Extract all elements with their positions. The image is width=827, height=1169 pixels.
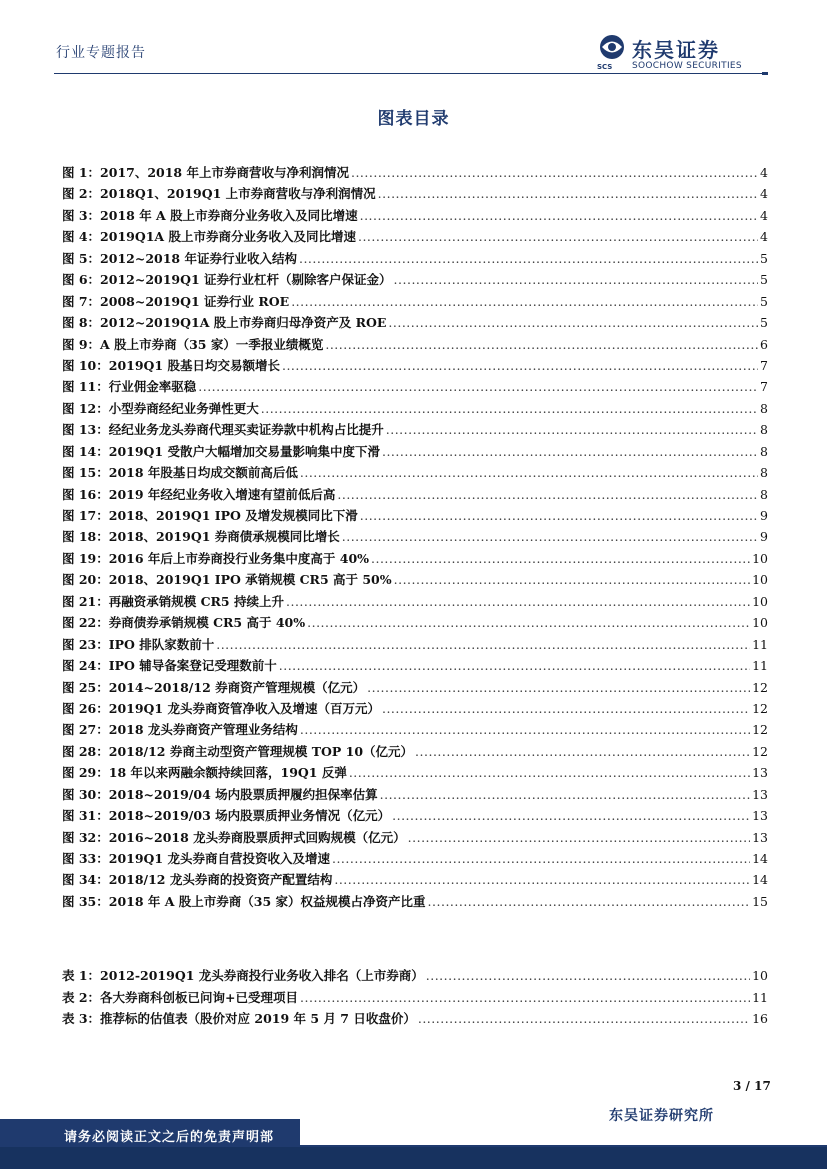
toc-figure-entry[interactable] [62,828,768,849]
footer-bottom-strip [0,1147,827,1169]
toc-figure-entry-label: 图 29：18 年以来两融余额持续回落，19Q1 反弹 [62,765,347,781]
dot-leader [382,444,758,459]
toc-figure-entry[interactable] [62,420,768,441]
toc-figure-entry-page: 10 [752,593,768,609]
company-logo [596,34,766,74]
dot-leader [358,229,758,244]
toc-figure-entry-page: 15 [752,893,768,909]
toc-table-entry-page: 16 [752,1011,768,1027]
dot-leader [360,508,758,523]
dot-leader [371,551,750,566]
toc-figure-entry[interactable] [62,206,768,227]
toc-figure-entry[interactable] [62,270,768,291]
toc-figure-entry[interactable] [62,249,768,270]
toc-figure-entry-label: 图 23：IPO 排队家数前十 [62,636,215,652]
scs-logo-icon [596,34,628,64]
toc-figure-entry-label: 图 25：2014~2018/12 券商资产管理规模（亿元） [62,679,366,695]
toc-figure-entry[interactable] [62,442,768,463]
toc-figure-entry[interactable] [62,849,768,870]
toc-figure-entry-page: 5 [760,250,768,266]
dot-leader [380,787,750,802]
table-list [62,966,768,1031]
toc-figure-entry[interactable] [62,656,768,677]
dot-leader [349,765,750,780]
dot-leader [415,744,750,759]
dot-leader [351,165,758,180]
footer-disclaimer-notice: 请务必阅读正文之后的免责声明部 [64,1130,275,1145]
toc-figure-entry[interactable] [62,806,768,827]
dot-leader [300,990,750,1005]
toc-figure-entry-page: 10 [752,615,768,631]
page-number: 3 / 17 [733,1079,771,1093]
toc-figure-entry-page: 14 [752,851,768,866]
toc-figure-entry[interactable] [62,635,768,656]
dot-leader [426,968,750,983]
toc-figure-entry[interactable] [62,377,768,398]
dot-leader [386,422,758,437]
toc-figure-entry[interactable] [62,163,768,184]
toc-table-entry[interactable] [62,988,768,1010]
toc-figure-entry[interactable] [62,184,768,205]
toc-figure-entry-page: 13 [752,808,768,824]
dot-leader [325,337,758,352]
toc-figure-entry-page: 11 [752,636,768,652]
toc-figure-entry-page: 13 [752,765,768,781]
toc-figure-entry[interactable] [62,699,768,720]
dot-leader [394,572,750,587]
toc-figure-entry-label: 图 28：2018/12 券商主动型资产管理规模 TOP 10（亿元） [62,743,414,759]
toc-figure-entry-label: 图 33：2019Q1 龙头券商自营投资收入及增速 [62,851,330,866]
dot-leader [382,701,750,716]
toc-figure-entry[interactable] [62,870,768,891]
toc-figure-entry-page: 5 [760,315,768,331]
toc-figure-entry-page: 4 [760,229,768,245]
toc-figure-entry[interactable] [62,227,768,248]
toc-figure-entry-label: 图 30：2018~2019/04 场内股票质押履约担保率估算 [62,786,378,802]
dot-leader [300,465,758,480]
dot-leader [378,186,758,201]
toc-figure-entry-page: 13 [752,829,768,845]
toc-figure-entry-label: 图 34：2018/12 龙头券商的投资资产配置结构 [62,872,333,888]
dot-leader [334,872,750,887]
header-report-type: 行业专题报告 [56,45,146,61]
toc-figure-entry[interactable] [62,399,768,420]
dot-leader [216,637,750,652]
logo-abbreviation: SCS [597,63,613,71]
toc-table-entry-label: 表 2：各大券商科创板已问询+已受理项目 [62,989,299,1005]
toc-figure-entry-page: 12 [752,679,768,695]
toc-figure-entry[interactable] [62,592,768,613]
toc-figure-entry-page: 13 [752,786,768,802]
logo-company-name: 东吴证券 [632,38,720,62]
toc-figure-entry-page: 7 [760,379,768,395]
toc-figure-entry-label: 图 11：行业佣金率驱稳 [62,379,197,395]
toc-figure-entry-label: 图 18：2018、2019Q1 券商债承规模同比增长 [62,529,340,545]
toc-figure-entry[interactable] [62,356,768,377]
header-divider [54,73,767,74]
toc-figure-entry-label: 图 12：小型券商经纪业务弹性更大 [62,400,259,416]
toc-figure-entry-page: 5 [760,272,768,288]
toc-figure-entry-label: 图 31：2018~2019/03 场内股票质押业务情况（亿元） [62,808,391,824]
toc-figure-entry-page: 12 [752,743,768,759]
dot-leader [360,208,758,223]
dot-leader [261,401,758,416]
toc-figure-entry[interactable] [62,785,768,806]
toc-figure-entry-label: 图 5：2012~2018 年证券行业收入结构 [62,250,297,266]
toc-figure-entry-label: 图 4：2019Q1A 股上市券商分业务收入及同比增速 [62,229,356,245]
toc-figure-entry-label: 图 22：券商债券承销规模 CR5 高于 40% [62,615,306,631]
toc-table-entry-label: 表 3：推荐标的估值表（股价对应 2019 年 5 月 7 日收盘价） [62,1011,416,1027]
toc-figure-entry-label: 图 2：2018Q1、2019Q1 上市券商营收与净利润情况 [62,186,376,202]
toc-figure-entry[interactable] [62,292,768,313]
toc-figure-entry-page: 8 [760,400,768,416]
toc-figure-entry-label: 图 10：2019Q1 股基日均交易额增长 [62,357,280,373]
toc-figure-entry[interactable] [62,335,768,356]
dot-leader [367,680,750,695]
toc-figure-entry[interactable] [62,678,768,699]
toc-figure-entry-label: 图 13：经纪业务龙头券商代理买卖证券款中机构占比提升 [62,422,384,438]
toc-figure-entry-page: 4 [760,186,768,202]
toc-figure-entry[interactable] [62,742,768,763]
toc-figure-entry[interactable] [62,549,768,570]
toc-figure-entry-page: 11 [752,658,768,674]
dot-leader [198,379,758,394]
toc-figure-entry[interactable] [62,463,768,484]
toc-figure-entry[interactable] [62,892,768,913]
toc-figure-entry-label: 图 16：2019 年经纪业务收入增速有望前低后高 [62,486,336,502]
toc-figure-entry-label: 图 19：2016 年后上市券商投行业务集中度高于 40% [62,550,370,566]
toc-figure-entry[interactable] [62,506,768,527]
dot-leader [291,294,758,309]
toc-figure-entry-label: 图 6：2012~2019Q1 证券行业杠杆（剔除客户保证金） [62,272,392,288]
dot-leader [408,830,750,845]
dot-leader [300,722,750,737]
header-divider-tick [762,72,768,75]
toc-figure-entry-page: 12 [752,700,768,716]
dot-leader [342,529,758,544]
toc-figure-entry[interactable] [62,613,768,634]
toc-figure-entry-page: 9 [760,508,768,523]
toc-figure-entry-label: 图 21：再融资承销规模 CR5 持续上升 [62,593,284,609]
dot-leader [307,615,750,630]
dot-leader [388,315,758,330]
toc-figure-entry-label: 图 14：2019Q1 受散户大幅增加交易量影响集中度下滑 [62,443,380,459]
dot-leader [332,851,750,866]
toc-title: 图表目录 [377,109,450,129]
toc-figure-entry-page: 4 [760,207,768,223]
toc-figure-entry-page: 14 [752,872,768,888]
toc-figure-entry-page: 4 [760,165,768,180]
dot-leader [299,251,758,266]
toc-figure-entry-label: 图 3：2018 年 A 股上市券商分业务收入及同比增速 [62,207,358,223]
toc-figure-entry-page: 10 [752,572,768,588]
toc-table-entry-page: 10 [752,968,768,983]
toc-figure-entry-label: 图 7：2008~2019Q1 证券行业 ROE [62,293,290,309]
toc-figure-entry-label: 图 26：2019Q1 龙头券商资管净收入及增速（百万元） [62,700,380,716]
toc-table-entry-page: 11 [752,989,768,1005]
footer-institute: 东吴证券研究所 [609,1108,714,1124]
toc-figure-entry-label: 图 8：2012~2019Q1A 股上市券商归母净资产及 ROE [62,315,387,331]
toc-figure-entry-page: 8 [760,422,768,438]
logo-company-name-en: SOOCHOW SECURITIES [632,61,742,71]
toc-figure-entry-label: 图 32：2016~2018 龙头券商股票质押式回购规模（亿元） [62,829,406,845]
toc-figure-entry-label: 图 9：A 股上市券商（35 家）一季报业绩概览 [62,336,324,352]
toc-figure-entry-page: 8 [760,443,768,459]
toc-table-entry[interactable] [62,1009,768,1031]
toc-figure-entry-page: 10 [752,550,768,566]
toc-figure-entry-page: 12 [752,722,768,738]
dot-leader [418,1011,750,1026]
dot-leader [394,272,759,287]
dot-leader [337,487,758,502]
toc-figure-entry-label: 图 35：2018 年 A 股上市券商（35 家）权益规模占净资产比重 [62,893,426,909]
toc-figure-entry-page: 9 [760,529,768,545]
toc-figure-entry-page: 7 [760,357,768,373]
toc-table-entry-label: 表 1：2012-2019Q1 龙头券商投行业务收入排名（上市券商） [62,968,424,983]
toc-figure-entry-label: 图 27：2018 龙头券商资产管理业务结构 [62,722,298,738]
toc-figure-entry-page: 5 [760,293,768,309]
dot-leader [286,594,750,609]
toc-figure-entry-page: 6 [760,336,768,352]
figure-list [62,163,768,913]
dot-leader [282,358,758,373]
toc-figure-entry-page: 8 [760,486,768,502]
toc-table-entry[interactable] [62,966,768,988]
dot-leader [392,808,750,823]
dot-leader [279,658,750,673]
toc-figure-entry-label: 图 24：IPO 辅导备案登记受理数前十 [62,658,277,674]
toc-figure-entry[interactable] [62,720,768,741]
toc-figure-entry-label: 图 1：2017、2018 年上市券商营收与净利润情况 [62,165,349,180]
dot-leader [428,894,751,909]
toc-figure-entry[interactable] [62,570,768,591]
toc-figure-entry-page: 8 [760,465,768,481]
toc-figure-entry[interactable] [62,313,768,334]
toc-figure-entry[interactable] [62,763,768,784]
toc-figure-entry[interactable] [62,527,768,548]
toc-figure-entry-label: 图 17：2018、2019Q1 IPO 及增发规模同比下滑 [62,508,358,523]
toc-figure-entry[interactable] [62,485,768,506]
toc-figure-entry-label: 图 20：2018、2019Q1 IPO 承销规模 CR5 高于 50% [62,572,392,588]
toc-figure-entry-label: 图 15：2018 年股基日均成交额前高后低 [62,465,298,481]
